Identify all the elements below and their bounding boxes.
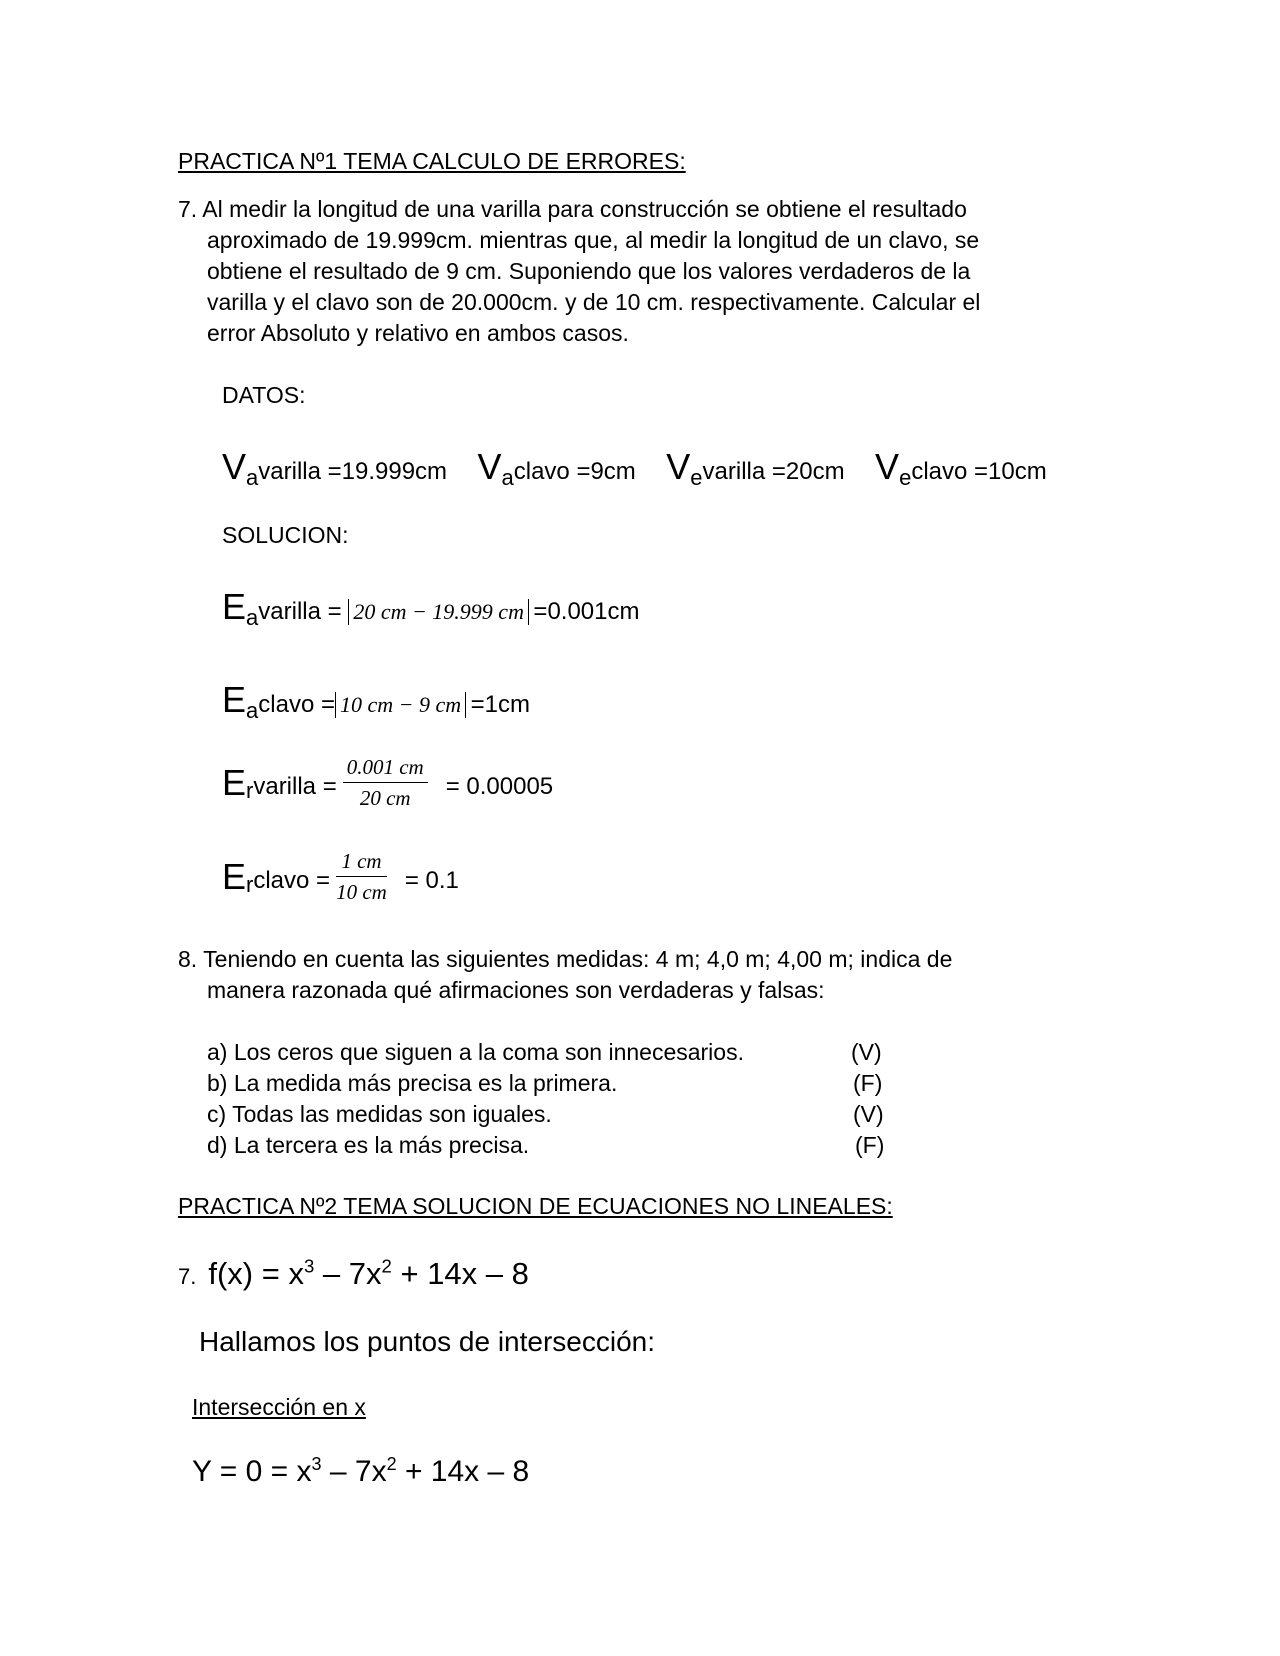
q7-line-1: 7. Al medir la longitud de una varilla para construcción se obtiene el resultado [178,196,967,222]
fraction-varilla: $\frac{0.001 cm}{20 cm}$ [343,755,428,811]
hallamos-text: Hallamos los puntos de intersección: [199,1326,656,1357]
q8-line-1: 8. Teniendo en cuenta las siguientes medidas: 4 m; 4,0 m; 4,00 m; indica de [178,946,953,972]
datos-label: DATOS: [222,382,306,408]
function-expression: $f(x) = x^3 - 7x^2 + 14x - 8$ [208,1256,529,1292]
eq-abs-clavo: Eaclavo = 10 cm − 9 cm =1cm [222,679,530,723]
abs-value-varilla: 20 cm − 19.999 cm [348,599,529,625]
eq-rel-clavo: E r clavo = $\frac{1 cm}{10 cm}$ = 0.1 [222,849,459,904]
q7-line-2: aproximado de 19.999cm. mientras que, al medir la longitud de un clavo, se [207,227,980,253]
dato-varilla-exacto: Vevarilla =20cm [666,446,845,490]
dato-clavo-exacto: Veclavo =10cm [875,446,1047,490]
q8-line-2: manera razonada qué afirmaciones son verdaderas y falsas: [207,977,825,1003]
intersection-equation: $Y = 0 = x^3 - 7x^2 + 14x - 8$ [192,1454,530,1488]
dato-clavo-aprox: Vaclavo =9cm [477,446,636,490]
q8-item-a: a) Los ceros que siguen a la coma son innecesarios. [207,1039,744,1065]
q8-item-d: d) La tercera es la más precisa. [207,1132,530,1158]
q8-answer-a: (V) [851,1039,882,1065]
datos-row [222,446,1047,488]
q7-line-5: error Absoluto y relativo en ambos casos. [207,320,629,346]
q8-answer-b: (F) [853,1070,883,1096]
q8-item-c: c) Todas las medidas son iguales. [207,1101,552,1127]
practice2-heading: PRACTICA Nº2 TEMA SOLUCION DE ECUACIONES NO LINEALES: [178,1193,893,1219]
q8-item-b: b) La medida más precisa es la primera. [207,1070,618,1096]
eq-rel-varilla: E r varilla = $\frac{0.001 cm}{20 cm}$ = 0.00005 [222,755,554,810]
q8-answer-c: (V) [853,1101,884,1127]
solucion-label: SOLUCION: [222,522,349,548]
q7-line-3: obtiene el resultado de 9 cm. Suponiendo que los valores verdaderos de la [207,258,971,284]
fraction-clavo: $\frac{1 cm}{10 cm}$ [336,849,387,904]
abs-value-clavo: 10 cm − 9 cm [335,692,466,718]
dato-varilla-aprox: Vavarilla =19.999cm [222,446,448,490]
p2-q7-function [178,1256,529,1292]
q8-answer-d: (F) [855,1132,885,1158]
p2-q7-number: 7. [178,1264,197,1290]
eq-abs-varilla: Eavarilla = 20 cm − 19.999 cm =0.001cm [222,586,640,630]
practice1-heading: PRACTICA Nº1 TEMA CALCULO DE ERRORES: [178,148,686,174]
interseccion-label: Intersección en x [192,1394,366,1420]
q7-line-4: varilla y el clavo son de 20.000cm. y de 10 cm. respectivamente. Calcular el [207,289,981,315]
